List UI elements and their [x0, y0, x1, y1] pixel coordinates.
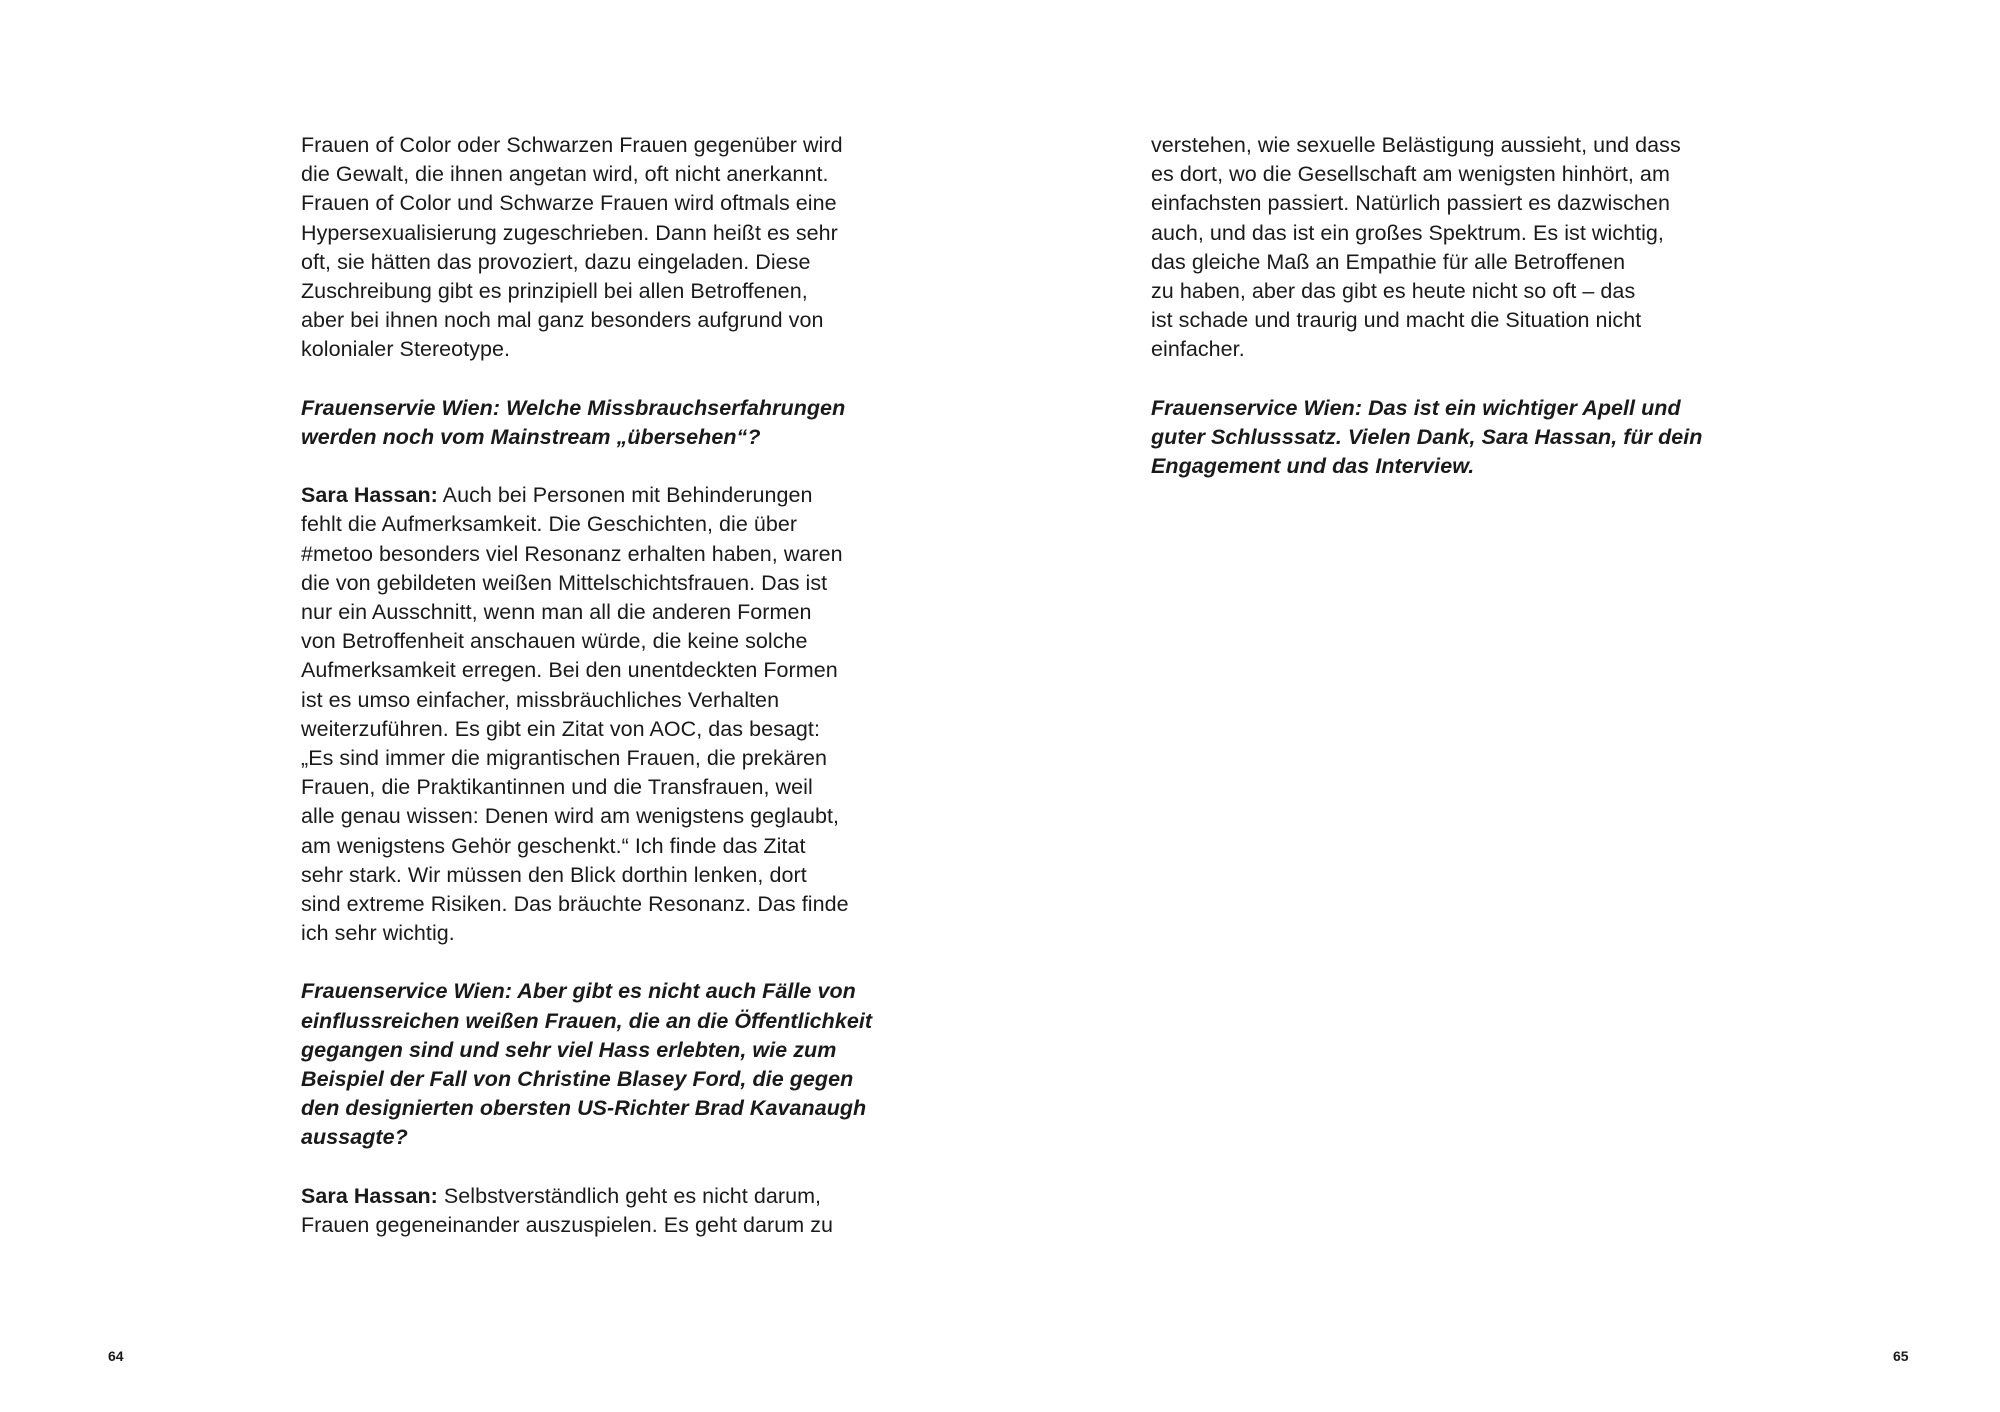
text-line: guter Schlusssatz. Vielen Dank, Sara Hassan, für dein — [1151, 424, 1703, 449]
paragraph-gap — [301, 452, 881, 481]
left-text-column — [301, 131, 881, 1240]
text-line: nur ein Ausschnitt, wenn man all die anderen Formen — [301, 600, 812, 624]
text-line: Frauenservie Wien: Welche Missbrauchserfahrungen — [301, 395, 846, 420]
page-number: 64 — [108, 1348, 124, 1364]
text-line — [301, 481, 881, 510]
text-line: Frauen gegeneinander auszuspielen. Es geht darum zu — [301, 1212, 834, 1237]
paragraph-gap — [301, 948, 881, 977]
text-line: ist es umso einfacher, missbräuchliches Verhalten — [301, 687, 780, 712]
text-line: am wenigstens Gehör geschenkt.“ Ich finde das Zitat — [301, 833, 806, 858]
text-line: einfachsten passiert. Natürlich passiert es dazwischen — [1151, 191, 1670, 216]
text-line: gegangen sind und sehr viel Hass erlebten, wie zum — [301, 1037, 837, 1062]
right-text-column — [1151, 131, 1731, 481]
text-line: ist schade und traurig und macht die Situation nicht — [1151, 308, 1642, 333]
text-line: ich sehr wichtig. — [301, 921, 455, 946]
text-line: Zuschreibung gibt es prinzipiell bei allen Betroffenen, — [301, 278, 808, 303]
text-line: einflussreichen weißen Frauen, die an die Öffentlichkeit — [301, 1008, 873, 1033]
text-line: werden noch vom Mainstream „übersehen“? — [301, 424, 761, 449]
text-line: Frauen of Color und Schwarze Frauen wird oftmals eine — [301, 191, 837, 216]
text-line: aber bei ihnen noch mal ganz besonders aufgrund von — [301, 308, 824, 333]
text-line: zu haben, aber das gibt es heute nicht so oft – das — [1151, 278, 1636, 303]
text-line: „Es sind immer die migrantischen Frauen, die prekären — [301, 745, 828, 770]
text-line: verstehen, wie sexuelle Belästigung aussieht, und dass — [1151, 133, 1681, 157]
answer-paragraph — [301, 131, 881, 365]
paragraph-gap — [1151, 365, 1731, 394]
answer-paragraph — [301, 1182, 881, 1240]
text-line: Engagement und das Interview. — [1151, 454, 1475, 479]
speaker-name: Sara Hassan: — [301, 1183, 438, 1208]
text-line: Aufmerksamkeit erregen. Bei den unentdeckten Formen — [301, 658, 838, 683]
text-line: Hypersexualisierung zugeschrieben. Dann heißt es sehr — [301, 220, 838, 245]
text-line: sind extreme Risiken. Das bräuchte Resonanz. Das finde — [301, 891, 849, 916]
text-line: Frauenservice Wien: Das ist ein wichtiger Apell und — [1151, 395, 1681, 420]
text-line: Frauen, die Praktikantinnen und die Transfrauen, weil — [301, 775, 813, 800]
text-line: Beispiel der Fall von Christine Blasey Ford, die gegen — [301, 1067, 854, 1091]
interview-question — [301, 977, 881, 1152]
interview-question — [1151, 394, 1731, 482]
answer-text: Auch bei Personen mit Behinderungen — [437, 483, 813, 508]
text-line — [301, 1182, 881, 1211]
text-line: es dort, wo die Gesellschaft am wenigsten hinhört, am — [1151, 162, 1670, 187]
interview-question — [301, 394, 881, 452]
text-line: #metoo besonders viel Resonanz erhalten haben, waren — [301, 541, 843, 566]
text-line: Frauenservice Wien: Aber gibt es nicht auch Fälle von — [301, 979, 856, 1004]
text-line: sehr stark. Wir müssen den Blick dorthin lenken, dort — [301, 862, 807, 887]
text-line: die von gebildeten weißen Mittelschichtsfrauen. Das ist — [301, 570, 828, 595]
text-line: oft, sie hätten das provoziert, dazu eingeladen. Diese — [301, 249, 811, 274]
text-line: weiterzuführen. Es gibt ein Zitat von AOC, das besagt: — [301, 716, 820, 741]
text-line: einfacher. — [1151, 337, 1245, 362]
answer-paragraph — [301, 481, 881, 948]
text-line: von Betroffenheit anschauen würde, die keine solche — [301, 629, 808, 654]
speaker-name: Sara Hassan: — [301, 483, 438, 508]
text-line: den designierten obersten US-Richter Brad Kavanaugh — [301, 1096, 867, 1121]
answer-paragraph — [1151, 131, 1731, 365]
right-page — [1000, 0, 2000, 1412]
text-line: fehlt die Aufmerksamkeit. Die Geschichten, die über — [301, 512, 798, 537]
text-line: aussagte? — [301, 1125, 408, 1150]
text-line: Frauen of Color oder Schwarzen Frauen gegenüber wird — [301, 133, 843, 157]
text-line: kolonialer Stereotype. — [301, 337, 511, 362]
page-number: 65 — [1893, 1348, 1909, 1364]
text-line: die Gewalt, die ihnen angetan wird, oft nicht anerkannt. — [301, 162, 829, 187]
text-line: auch, und das ist ein großes Spektrum. Es ist wichtig, — [1151, 220, 1664, 245]
text-line: alle genau wissen: Denen wird am wenigstens geglaubt, — [301, 804, 840, 829]
paragraph-gap — [301, 365, 881, 394]
paragraph-gap — [301, 1153, 881, 1182]
answer-text: Selbstverständlich geht es nicht darum, — [437, 1183, 822, 1208]
text-line: das gleiche Maß an Empathie für alle Betroffenen — [1151, 249, 1626, 274]
